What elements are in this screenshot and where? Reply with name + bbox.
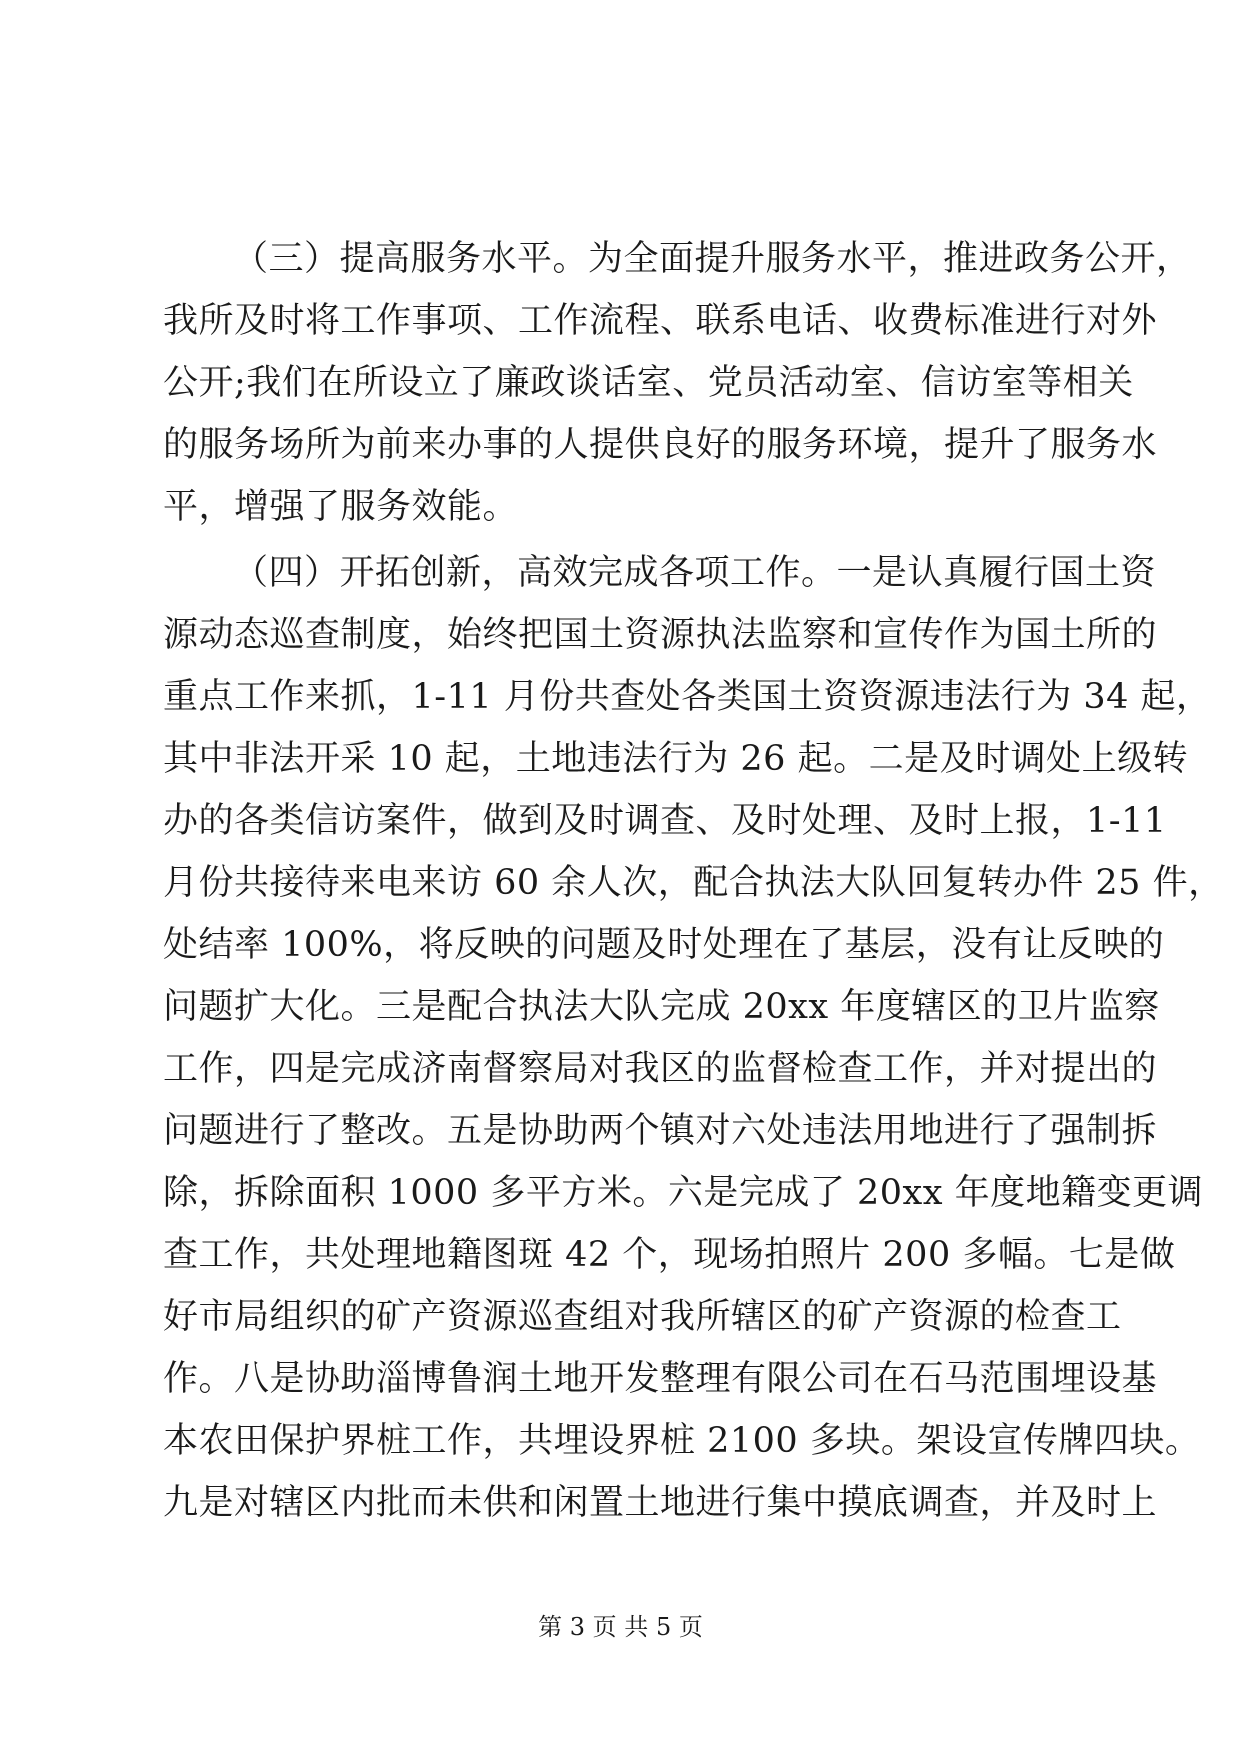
text-line: 本农田保护界桩工作，共埋设界桩 2100 多块。架设宣传牌四块。 — [163, 1421, 1201, 1461]
page-number-footer: 第 3 页 共 5 页 — [538, 1613, 703, 1641]
text-line: 重点工作来抓，1-11 月份共查处各类国土资资源违法行为 34 起， — [163, 677, 1212, 717]
text-line: 公开;我们在所设立了廉政谈话室、党员活动室、信访室等相关 — [163, 363, 1134, 403]
text-line: 好市局组织的矿产资源巡查组对我所辖区的矿产资源的检查工 — [163, 1297, 1122, 1337]
text-line: 问题扩大化。三是配合执法大队完成 20xx 年度辖区的卫片监察 — [163, 987, 1160, 1027]
text-line: 月份共接待来电来访 60 余人次，配合执法大队回复转办件 25 件， — [163, 863, 1224, 903]
text-line: 我所及时将工作事项、工作流程、联系电话、收费标准进行对外 — [163, 301, 1158, 341]
text-line: 九是对辖区内批而未供和闲置土地进行集中摸底调查，并及时上 — [163, 1483, 1158, 1523]
text-line: 查工作，共处理地籍图斑 42 个，现场拍照片 200 多幅。七是做 — [163, 1235, 1176, 1275]
paragraph-innovation-work — [163, 542, 1224, 1534]
text-line: （四）开拓创新，高效完成各项工作。一是认真履行国土资 — [233, 553, 1157, 593]
text-line: （三）提高服务水平。为全面提升服务水平，推进政务公开， — [233, 239, 1192, 279]
text-line: 处结率 100%，将反映的问题及时处理在了基层，没有让反映的 — [163, 925, 1165, 965]
text-line: 的服务场所为前来办事的人提供良好的服务环境，提升了服务水 — [163, 425, 1158, 465]
text-line: 其中非法开采 10 起，土地违法行为 26 起。二是及时调处上级转 — [163, 739, 1189, 779]
text-line: 平，增强了服务效能。 — [163, 487, 519, 527]
text-line: 问题进行了整改。五是协助两个镇对六处违法用地进行了强制拆 — [163, 1111, 1158, 1151]
paragraph-service-level — [163, 228, 1192, 538]
text-line: 办的各类信访案件，做到及时调查、及时处理、及时上报，1-11 — [163, 801, 1167, 841]
text-line: 源动态巡查制度，始终把国土资源执法监察和宣传作为国土所的 — [163, 615, 1158, 655]
text-line: 工作，四是完成济南督察局对我区的监督检查工作，并对提出的 — [163, 1049, 1158, 1089]
document-body — [163, 228, 1224, 1534]
text-line: 除，拆除面积 1000 多平方米。六是完成了 20xx 年度地籍变更调 — [163, 1173, 1204, 1213]
text-line: 作。八是协助淄博鲁润土地开发整理有限公司在石马范围埋设基 — [163, 1359, 1158, 1399]
